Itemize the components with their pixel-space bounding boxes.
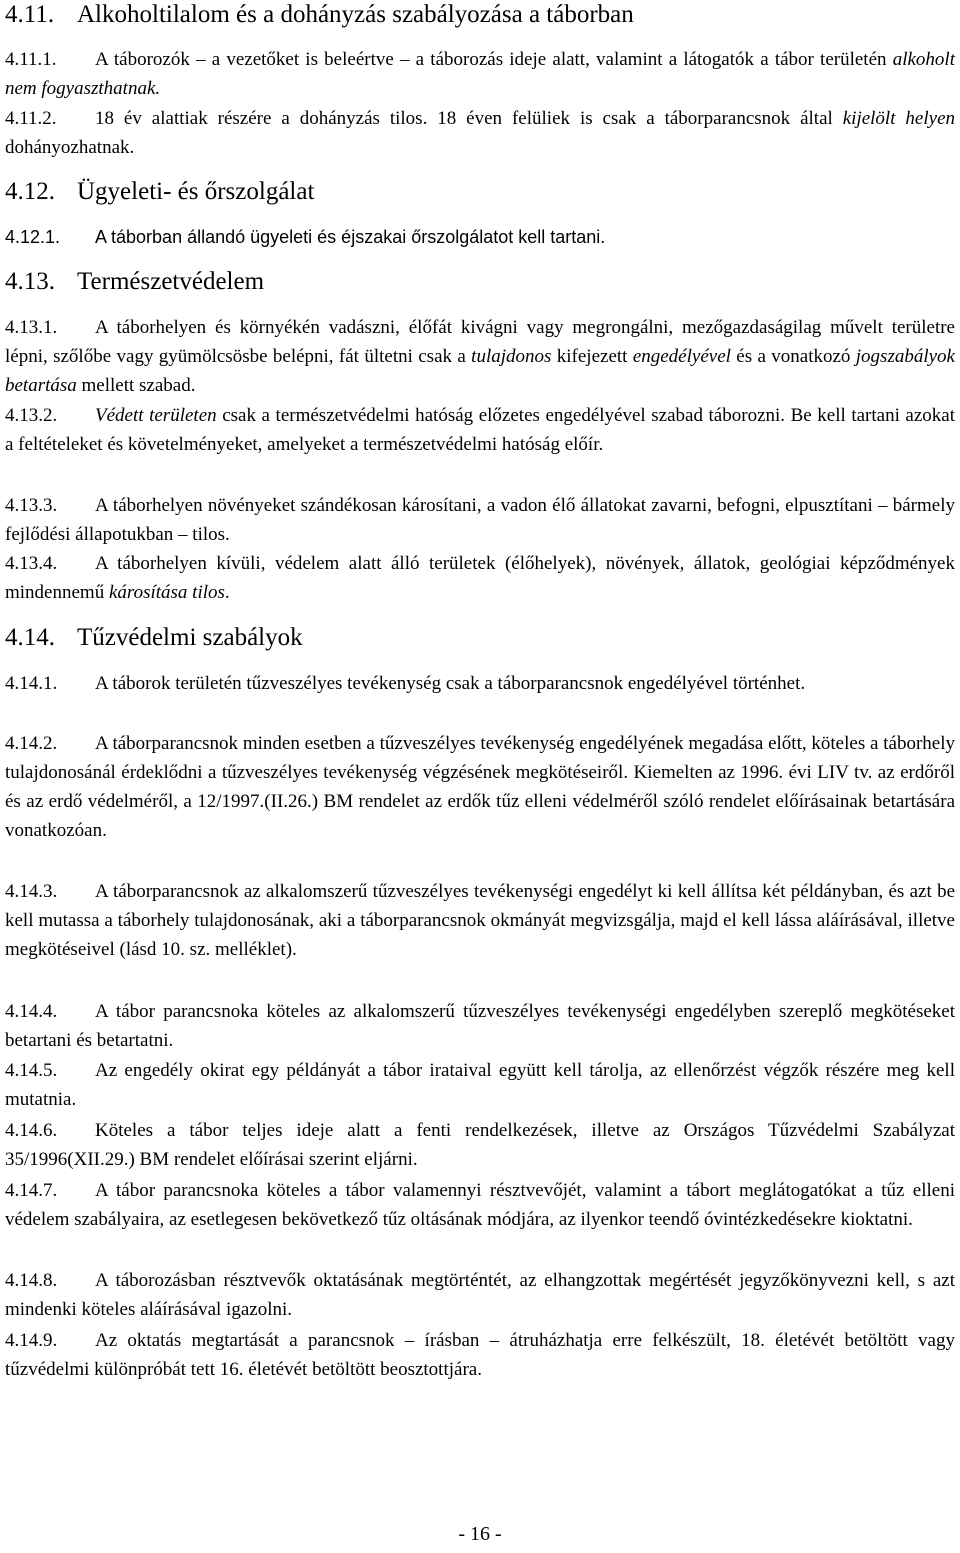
paragraph-number: 4.14.9. xyxy=(5,1330,58,1351)
section-heading-4-14 xyxy=(5,623,303,653)
paragraph-number: 4.13.3. xyxy=(5,495,58,516)
section-title: Természetvédelem xyxy=(77,268,265,295)
paragraph-text: A táborparancsnok az alkalomszerű tűzveszélyes tevékenységi engedélyt ki kell állítsa két példányban, és azt be kell mutassa a táborhely tulajdonosának, aki a táborparancsnok okmányát megvizsgálja, majd el kell lássa aláírásával, illetve megkötéseivel (lásd 10. sz. melléklet). xyxy=(5,881,955,960)
paragraph-number: 4.13.1. xyxy=(5,317,58,338)
paragraph-number: 4.14.5. xyxy=(5,1060,58,1081)
paragraph-4-12-1 xyxy=(5,223,955,252)
page-number: - 16 - xyxy=(458,1523,502,1545)
paragraph-text: A táborozásban résztvevők oktatásának megtörténtét, az elhangzottak megértését jegyzőkönyvezni kell, s azt mindenki köteles aláírásával igazolni. xyxy=(5,1270,955,1320)
section-number: 4.14. xyxy=(5,624,55,651)
section-number: 4.12. xyxy=(5,178,55,205)
paragraph-text: 18 év alattiak részére a dohányzás tilos. 18 éven felüliek is csak a táborparancsnok által xyxy=(95,108,843,129)
section-heading-4-11 xyxy=(5,0,634,30)
paragraph-4-13-4 xyxy=(5,549,955,607)
paragraph-text: A táborok területén tűzveszélyes tevékenység csak a táborparancsnok engedélyével történhet. xyxy=(95,673,806,694)
paragraph-number: 4.11.1. xyxy=(5,49,57,70)
paragraph-4-14-6 xyxy=(5,1116,955,1174)
paragraph-4-14-2 xyxy=(5,729,955,845)
paragraph-number: 4.14.4. xyxy=(5,1001,58,1022)
paragraph-emphasis: Védett területen xyxy=(95,405,217,426)
paragraph-emphasis: jogszabályok betartása xyxy=(5,346,955,396)
paragraph-text: A tábor parancsnoka köteles az alkalomszerű tűzveszélyes tevékenységi engedélyben szereplő megkötéseket betartani és betartatni. xyxy=(5,1001,955,1051)
paragraph-4-14-5 xyxy=(5,1056,955,1114)
section-title: Tűzvédelmi szabályok xyxy=(77,624,303,651)
paragraph-4-11-2 xyxy=(5,104,955,162)
paragraph-number: 4.12.1. xyxy=(5,227,61,247)
paragraph-emphasis: tulajdonos xyxy=(471,346,552,367)
paragraph-text: dohányozhatnak. xyxy=(5,137,135,158)
paragraph-4-11-1 xyxy=(5,45,955,103)
section-heading-4-12 xyxy=(5,177,314,207)
paragraph-4-14-7 xyxy=(5,1176,955,1234)
paragraph-number: 4.14.7. xyxy=(5,1180,58,1201)
section-number: 4.13. xyxy=(5,268,55,295)
section-title: Ügyeleti- és őrszolgálat xyxy=(77,178,315,205)
paragraph-text: A táborhelyen kívüli, védelem alatt álló területek (élőhelyek), növények, állatok, geológiai képződmények mindennemű xyxy=(5,553,955,603)
paragraph-4-14-8 xyxy=(5,1266,955,1324)
paragraph-emphasis: alkoholt nem fogyaszthatnak. xyxy=(5,49,955,99)
paragraph-4-13-1 xyxy=(5,313,955,400)
paragraph-text: A tábor parancsnoka köteles a tábor valamennyi résztvevőjét, valamint a tábort meglátogatókat a tűz elleni védelem szabályaira, az esetlegesen bekövetkező tűz oltásának módjára, az ilyenkor teendő óvintézkedésekre kioktatni. xyxy=(5,1180,955,1230)
paragraph-number: 4.11.2. xyxy=(5,108,57,129)
paragraph-number: 4.14.1. xyxy=(5,673,58,694)
paragraph-text: mellett szabad. xyxy=(76,375,196,396)
paragraph-text: A táborban állandó ügyeleti és éjszakai őrszolgálatot kell tartani. xyxy=(95,227,606,247)
paragraph-text: Az oktatás megtartását a parancsnok – írásban – átruházhatja erre felkészült, 18. életévét betöltött vagy tűzvédelmi különpróbát tett 16. életévét betöltött beosztottjára. xyxy=(5,1330,955,1380)
paragraph-text: csak a természetvédelmi hatóság előzetes engedélyével szabad táborozni. Be kell tartani azokat a feltételeket és követelményeket, amelyeket a természetvédelmi hatóság előír. xyxy=(5,405,956,455)
paragraph-number: 4.14.8. xyxy=(5,1270,58,1291)
paragraph-text: kifejezett xyxy=(551,346,633,367)
paragraph-text: A táborparancsnok minden esetben a tűzveszélyes tevékenység engedélyének megadása előtt, köteles a táborhely tulajdonosánál érdeklődni a tűzveszélyes tevékenység végzésének megkötéseiről. Kiemelten az 1996. évi LIV tv. az erdőről és az erdő védelméről, a 12/1997.(II.26.) BM rendelet az erdők tűz elleni védelméről szóló rendelet előírásainak betartására vonatkozóan. xyxy=(5,733,955,841)
paragraph-emphasis: engedélyével xyxy=(632,346,731,367)
section-title: Alkoholtilalom és a dohányzás szabályozása a táborban xyxy=(77,1,634,28)
paragraph-text: A táborhelyen és környékén vadászni, élőfát kivágni vagy megrongálni, mezőgazdaságilag művelt területre lépni, szőlőbe vagy gyümölcsösbe belépni, fát ültetni csak a xyxy=(5,317,955,367)
paragraph-number: 4.13.4. xyxy=(5,553,58,574)
paragraph-4-14-3 xyxy=(5,877,955,964)
paragraph-text: A táborhelyen növényeket szándékosan károsítani, a vadon élő állatokat zavarni, befogni, elpusztítani – bármely fejlődési állapotukban – tilos. xyxy=(5,495,955,545)
section-heading-4-13 xyxy=(5,267,264,297)
paragraph-text: Köteles a tábor teljes ideje alatt a fenti rendelkezések, illetve az Országos Tűzvédelmi Szabályzat 35/1996(XII.29.) BM rendelet előírásai szerint eljárni. xyxy=(5,1120,955,1170)
paragraph-4-13-2 xyxy=(5,401,955,459)
paragraph-number: 4.13.2. xyxy=(5,405,58,426)
section-number: 4.11. xyxy=(5,1,55,28)
paragraph-emphasis: károsítása tilos xyxy=(108,582,225,603)
paragraph-number: 4.14.2. xyxy=(5,733,58,754)
paragraph-number: 4.14.3. xyxy=(5,881,58,902)
paragraph-4-14-9 xyxy=(5,1326,955,1384)
paragraph-text: . xyxy=(224,582,230,603)
paragraph-text: Az engedély okirat egy példányát a tábor irataival együtt kell tárolja, az ellenőrzést végzők részére meg kell mutatnia. xyxy=(5,1060,955,1110)
paragraph-4-14-4 xyxy=(5,997,955,1055)
paragraph-emphasis: kijelölt helyen xyxy=(842,108,956,129)
paragraph-text: és a vonatkozó xyxy=(730,346,856,367)
paragraph-4-14-1 xyxy=(5,669,955,698)
paragraph-4-13-3 xyxy=(5,491,955,549)
paragraph-text: A táborozók – a vezetőket is beleértve – a táborozás ideje alatt, valamint a látogatók a tábor területén xyxy=(95,49,893,70)
paragraph-number: 4.14.6. xyxy=(5,1120,58,1141)
